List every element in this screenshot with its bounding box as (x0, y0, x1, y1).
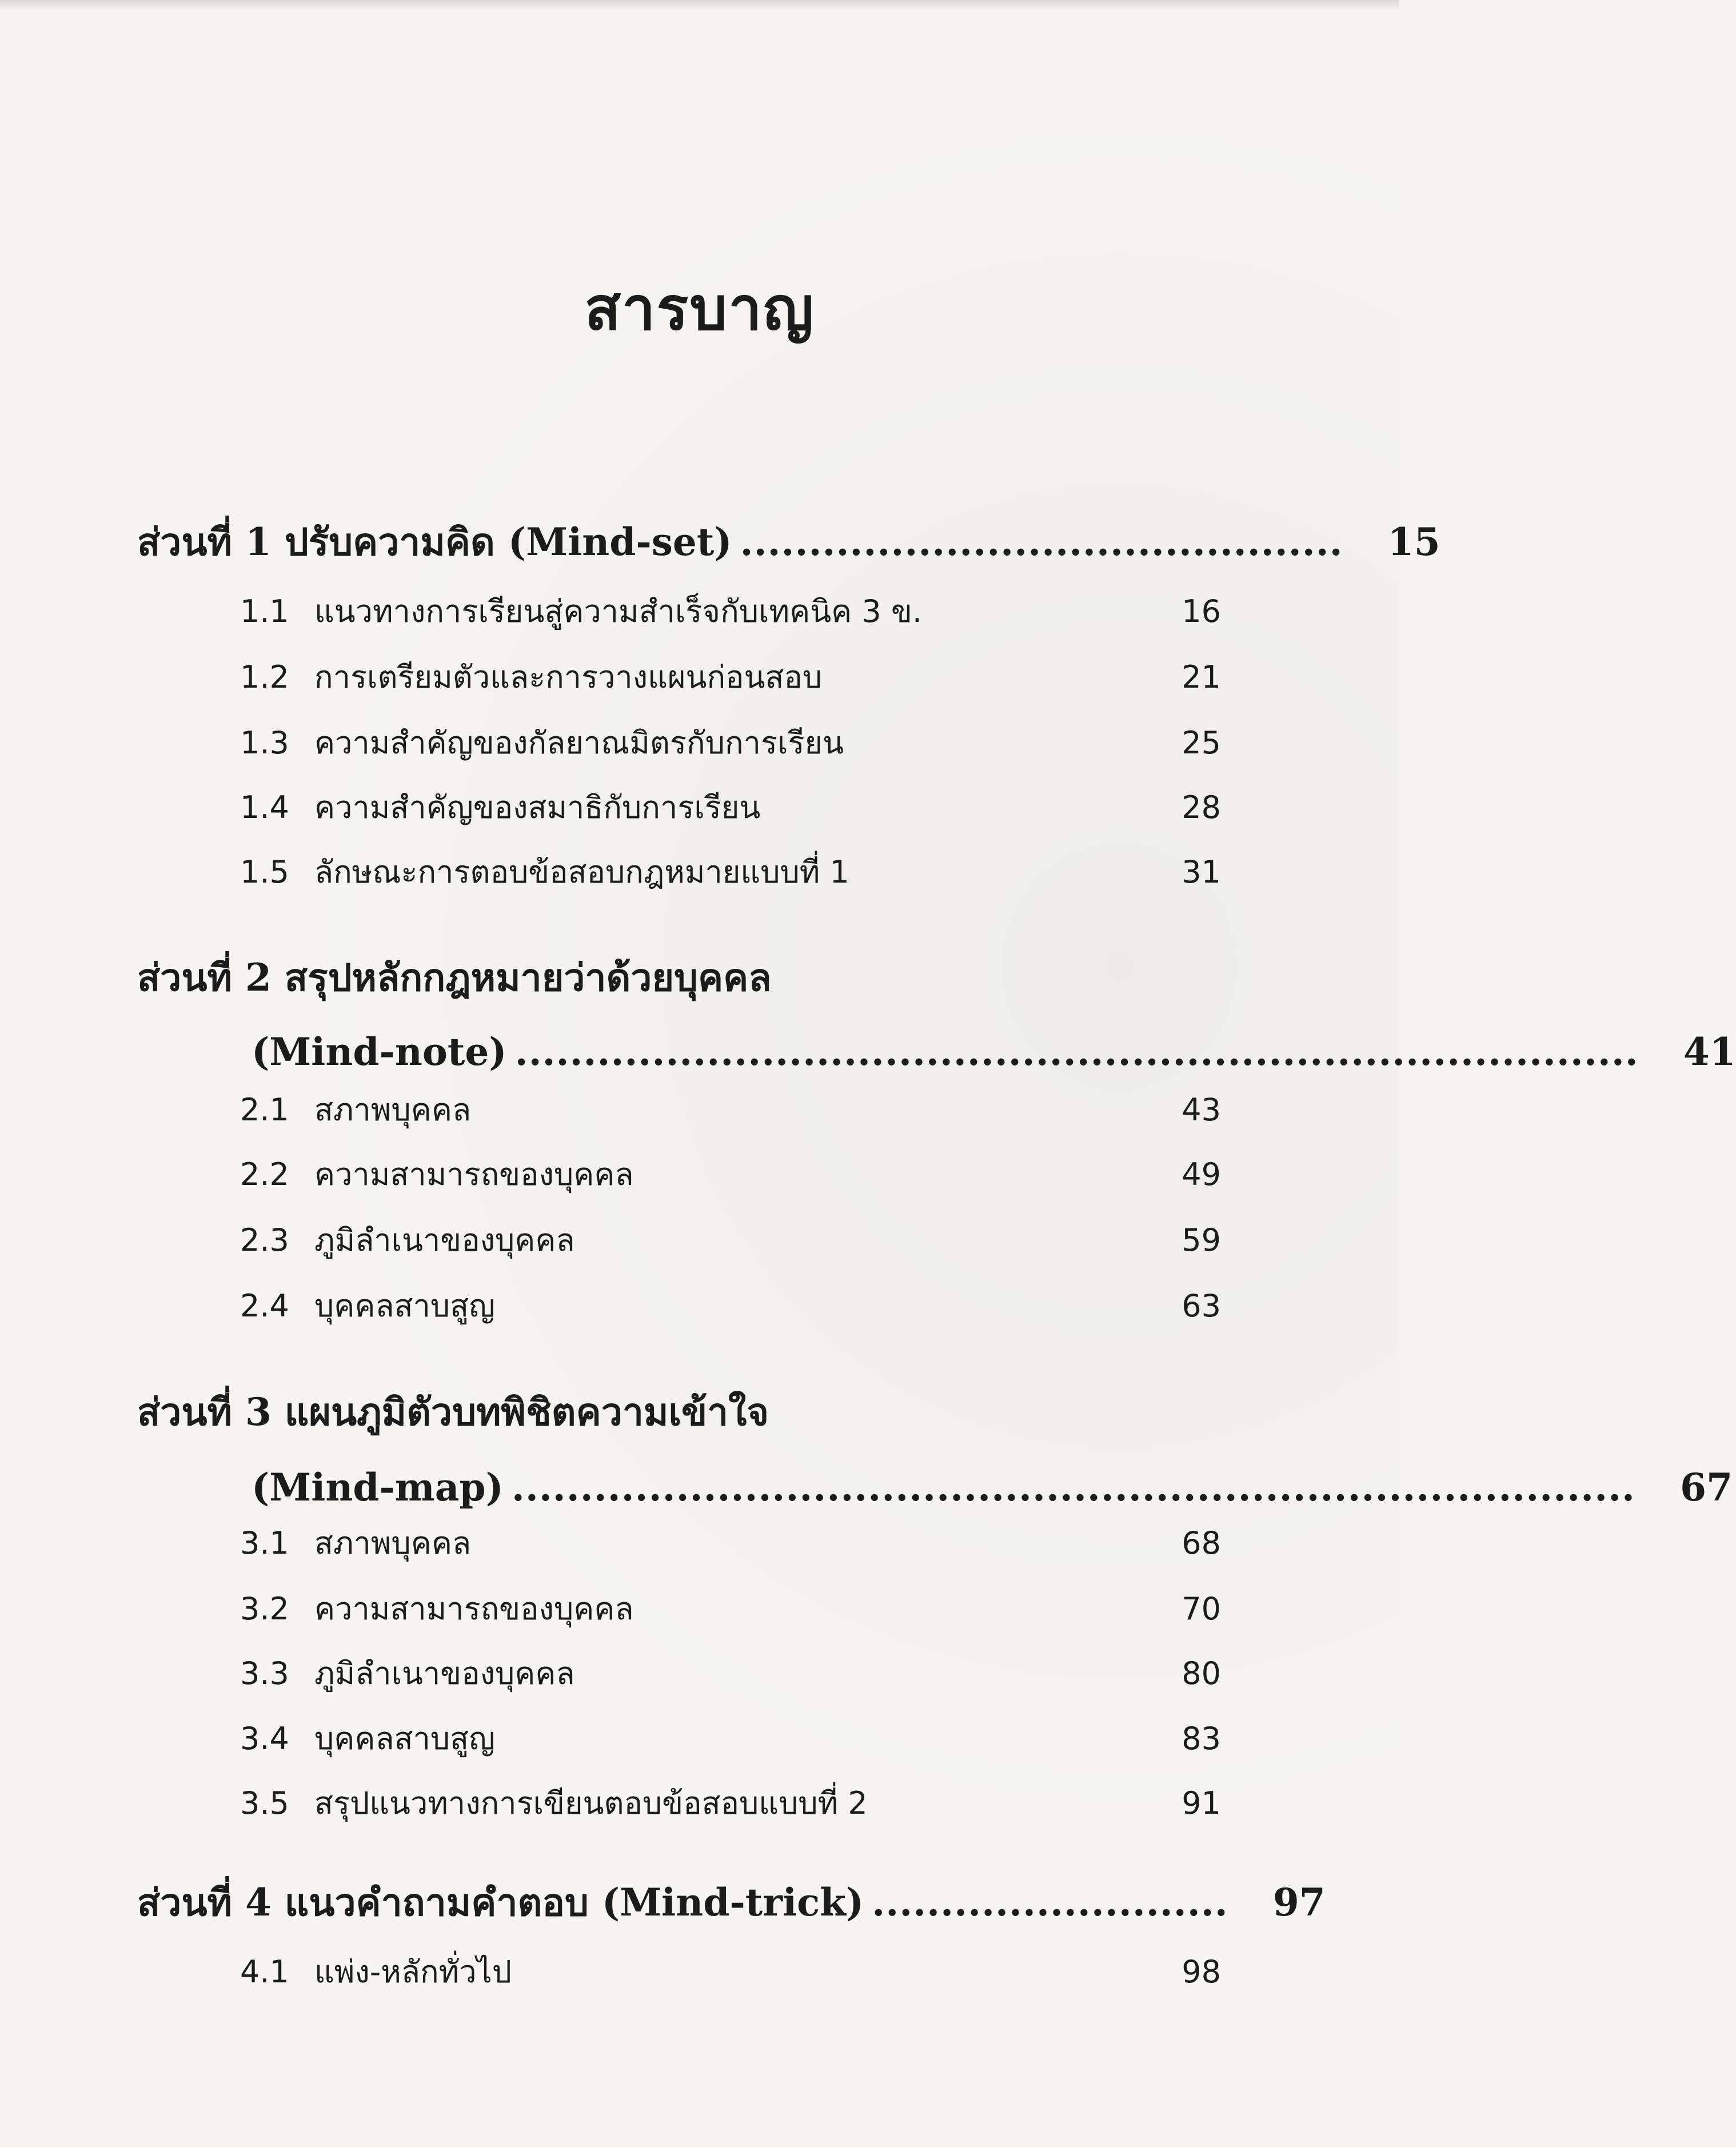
toc-entry-2-1[interactable] (240, 1087, 1221, 1133)
entry-page-number: 28 (1182, 789, 1221, 825)
leader-dots: .................................................................................. (511, 1465, 1636, 1510)
entry-title: สภาพบุคคล (314, 1092, 472, 1128)
part-label: ส่วนที่ 3 แผนภูมิตัวบทพิชิตความเข้าใจ (137, 1390, 769, 1434)
part-label-continuation: (Mind-map) (252, 1465, 504, 1510)
entry-page-number: 21 (1182, 659, 1221, 695)
entry-title: แพ่ง-หลักทั่วไป (314, 1954, 512, 1990)
entry-title: บุคคลสาบสูญ (314, 1721, 496, 1757)
entry-number: 2.3 (240, 1222, 289, 1258)
entry-page-number: 98 (1182, 1954, 1221, 1990)
page-top-shadow (0, 0, 1399, 10)
entry-number: 1.5 (240, 854, 289, 890)
entry-page-number: 91 (1182, 1785, 1221, 1821)
leader-dots: ............................................ (740, 520, 1343, 564)
part-label: ส่วนที่ 2 สรุปหลักกฎหมายว่าด้วยบุคคล (137, 955, 772, 1000)
entry-page-number: 83 (1182, 1721, 1221, 1757)
toc-part-3[interactable] (137, 1383, 1733, 1516)
entry-title: ความสำคัญของกัลยาณมิตรกับการเรียน (314, 725, 844, 761)
entry-number: 1.1 (240, 593, 289, 629)
toc-entry-1-4[interactable] (240, 785, 1221, 831)
entry-number: 4.1 (240, 1954, 289, 1990)
toc-entry-3-4[interactable] (240, 1716, 1221, 1762)
entry-title: ภูมิลำเนาของบุคคล (314, 1222, 575, 1258)
toc-part-4[interactable] (137, 1874, 1326, 1931)
entry-title: ความสามารถของบุคคล (314, 1156, 634, 1192)
part-page-number: 67 (1680, 1465, 1733, 1510)
part-page-number: 15 (1387, 520, 1440, 564)
entry-page-number: 49 (1182, 1156, 1221, 1192)
toc-entry-3-1[interactable] (240, 1521, 1221, 1566)
toc-entry-3-2[interactable] (240, 1586, 1221, 1632)
entry-page-number: 31 (1182, 854, 1221, 890)
entry-number: 3.4 (240, 1721, 289, 1757)
entry-title: สรุปแนวทางการเขียนตอบข้อสอบแบบที่ 2 (314, 1785, 868, 1821)
entry-title: ความสำคัญของสมาธิกับการเรียน (314, 789, 761, 825)
entry-title: สภาพบุคคล (314, 1525, 472, 1561)
toc-entry-2-2[interactable] (240, 1152, 1221, 1198)
leader-dots: .................................................................................. (514, 1029, 1639, 1074)
entry-number: 2.1 (240, 1092, 289, 1128)
part-label: ส่วนที่ 4 แนวคำถามคำตอบ (Mind-trick) (137, 1880, 864, 1925)
entry-title: แนวทางการเรียนสู่ความสำเร็จกับเทคนิค 3 ข. (314, 593, 923, 629)
leader-dots: .......................... (872, 1880, 1228, 1925)
entry-title: ภูมิลำเนาของบุคคล (314, 1655, 575, 1691)
toc-entry-1-3[interactable] (240, 720, 1221, 766)
toc-entry-1-2[interactable] (240, 655, 1221, 700)
toc-part-2[interactable] (137, 949, 1736, 1080)
entry-page-number: 43 (1182, 1092, 1221, 1128)
entry-number: 1.2 (240, 659, 289, 695)
toc-entry-3-3[interactable] (240, 1651, 1221, 1697)
entry-number: 3.1 (240, 1525, 289, 1561)
entry-page-number: 80 (1182, 1655, 1221, 1691)
entry-number: 2.4 (240, 1288, 289, 1324)
entry-title: ลักษณะการตอบข้อสอบกฎหมายแบบที่ 1 (314, 854, 849, 890)
entry-number: 1.4 (240, 789, 289, 825)
entry-title: ความสามารถของบุคคล (314, 1591, 634, 1627)
entry-number: 2.2 (240, 1156, 289, 1192)
entry-page-number: 68 (1182, 1525, 1221, 1561)
entry-number: 1.3 (240, 725, 289, 761)
entry-title: การเตรียมตัวและการวางแผนก่อนสอบ (314, 659, 823, 695)
part-page-number: 97 (1272, 1880, 1326, 1925)
toc-entry-1-5[interactable] (240, 849, 1221, 895)
entry-page-number: 25 (1182, 725, 1221, 761)
part-label-continuation: (Mind-note) (252, 1029, 507, 1074)
toc-part-1[interactable] (137, 513, 1440, 570)
toc-entry-3-5[interactable] (240, 1781, 1221, 1826)
part-label: ส่วนที่ 1 ปรับความคิด (Mind-set) (137, 520, 732, 564)
toc-entry-1-1[interactable] (240, 589, 1221, 634)
entry-number: 3.5 (240, 1785, 289, 1821)
entry-page-number: 63 (1182, 1288, 1221, 1324)
toc-entry-2-3[interactable] (240, 1218, 1221, 1263)
entry-number: 3.3 (240, 1655, 289, 1691)
toc-entry-2-4[interactable] (240, 1283, 1221, 1329)
entry-number: 3.2 (240, 1591, 289, 1627)
page-title: สารบาญ (584, 273, 815, 344)
entry-page-number: 70 (1182, 1591, 1221, 1627)
entry-page-number: 59 (1182, 1222, 1221, 1258)
part-page-number: 41 (1683, 1029, 1736, 1074)
entry-page-number: 16 (1182, 593, 1221, 629)
entry-title: บุคคลสาบสูญ (314, 1288, 496, 1324)
toc-entry-4-1[interactable] (240, 1949, 1221, 1995)
